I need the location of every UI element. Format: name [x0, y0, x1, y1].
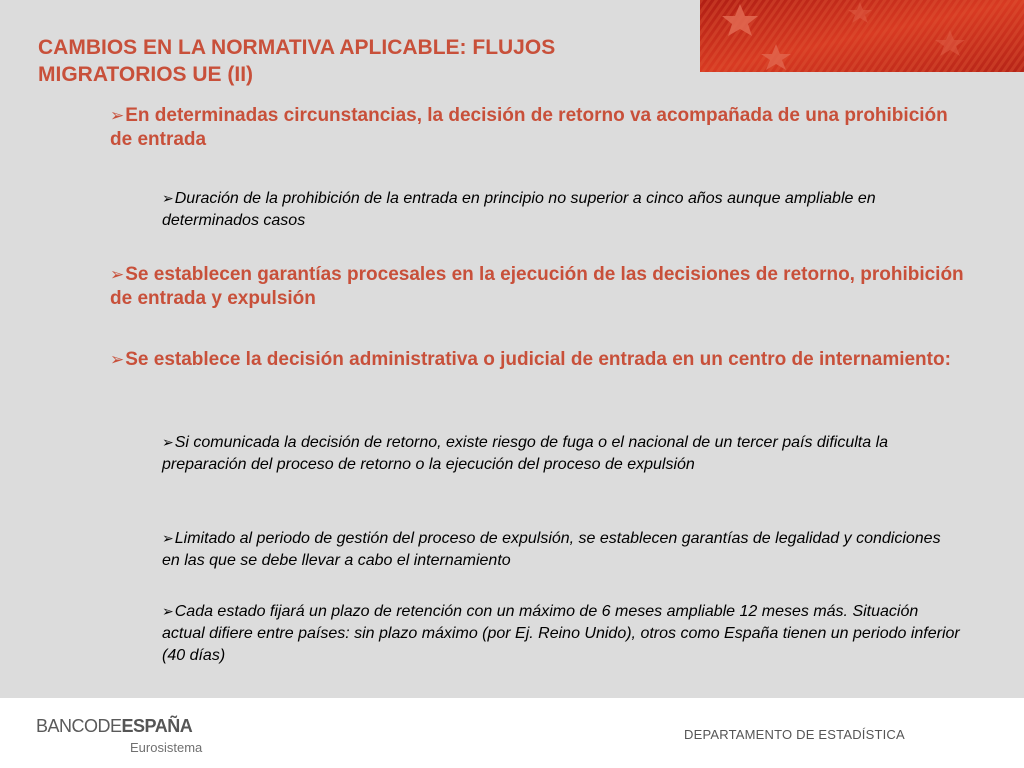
- arrow-bullet-icon: ➢: [162, 603, 174, 619]
- slide-title: CAMBIOS EN LA NORMATIVA APLICABLE: FLUJOS MIGRATORIOS UE (II): [38, 36, 556, 86]
- bullet-text: Duración de la prohibición de la entrada en principio no superior a cinco años aunque ampliable en determinados casos: [162, 190, 876, 229]
- bullet-text: Cada estado fijará un plazo de retención con un máximo de 6 meses ampliable 12 meses más. Situación actual difiere entre países: sin plazo máximo (por Ej. Reino Unido), otros como España tienen un periodo inferior (40 días): [162, 603, 960, 664]
- arrow-bullet-icon: ➢: [110, 106, 125, 125]
- banco-de-espana-logo: [36, 716, 203, 755]
- bullet-level2: [162, 431, 962, 476]
- bullet-level2: [162, 527, 962, 572]
- arrow-bullet-icon: ➢: [162, 434, 174, 450]
- logo-subtitle: Eurosistema: [130, 740, 203, 755]
- bullet-level2: [162, 600, 962, 667]
- bullet-text: Se establece la decisión administrativa o judicial de entrada en un centro de internamiento:: [125, 349, 951, 370]
- bullet-text: Limitado al periodo de gestión del proceso de expulsión, se establecen garantías de legalidad y condiciones en las que se debe llevar a cabo el internamiento: [162, 530, 941, 569]
- arrow-bullet-icon: ➢: [110, 350, 125, 369]
- bullet-level1: [110, 263, 970, 311]
- arrow-bullet-icon: ➢: [110, 265, 125, 284]
- bullet-text: Si comunicada la decisión de retorno, existe riesgo de fuga o el nacional de un tercer país dificulta la preparación del proceso de retorno o la ejecución del proceso de expulsión: [162, 434, 889, 473]
- logo-wordmark: BANCODEESPAÑA: [36, 716, 193, 736]
- department-label: DEPARTAMENTO DE ESTADÍSTICA: [684, 727, 905, 742]
- bullet-level2: [162, 187, 962, 232]
- bullet-text: En determinadas circunstancias, la decisión de retorno va acompañada de una prohibición de entrada: [110, 105, 948, 150]
- flag-banner-image: [700, 0, 1024, 72]
- bullet-level1: [110, 348, 970, 372]
- arrow-bullet-icon: ➢: [162, 530, 174, 546]
- bullet-text: Se establecen garantías procesales en la ejecución de las decisiones de retorno, prohibición de entrada y expulsión: [110, 264, 964, 309]
- bullet-level1: [110, 104, 970, 152]
- arrow-bullet-icon: ➢: [162, 190, 174, 206]
